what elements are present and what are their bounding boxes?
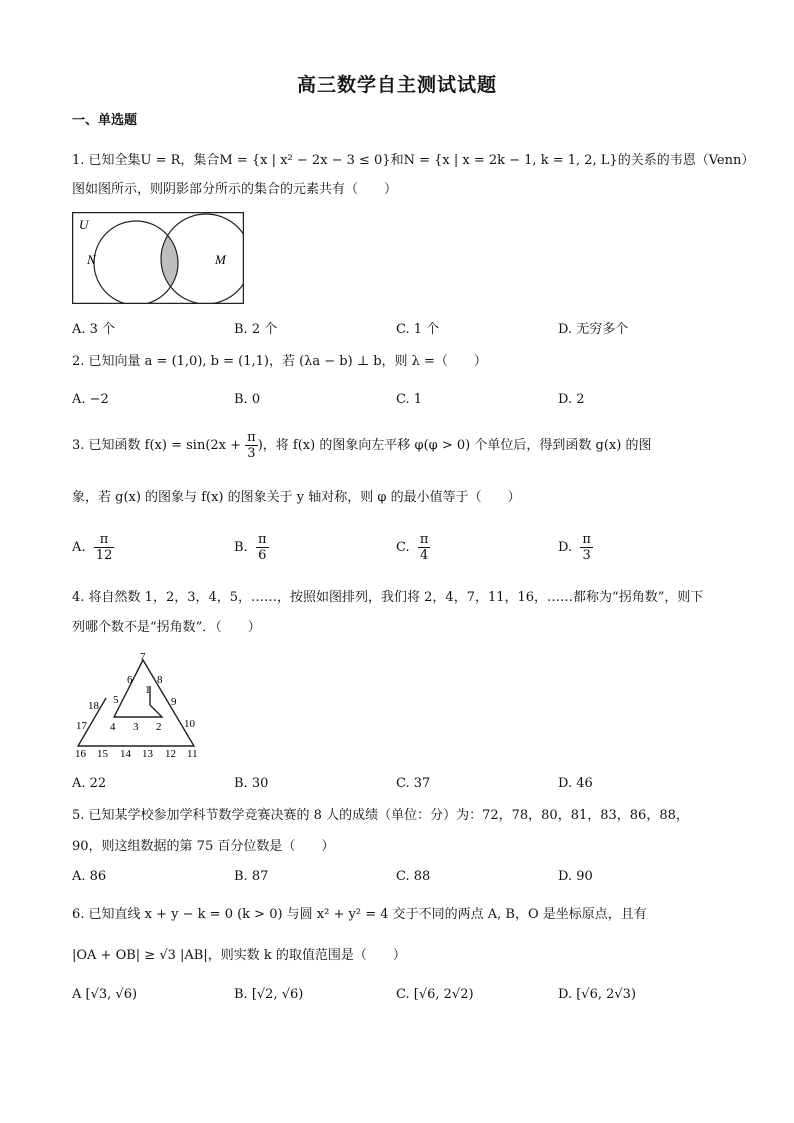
- q6-line1: 6. 已知直线 x + y − k = 0 (k > 0) 与圆 x² + y² = 4 交于不同的两点 A, B，O 是坐标原点，且有: [72, 907, 647, 922]
- q2-option-a[interactable]: A. −2: [72, 392, 109, 407]
- q3-option-b-num: π: [257, 532, 267, 547]
- q3-line1: [72, 430, 651, 461]
- q3-fraction-pi-over-3: [245, 430, 258, 461]
- q3-option-c-den: 4: [420, 548, 429, 563]
- q1-option-b[interactable]: B. 2 个: [234, 322, 278, 337]
- q2-option-c[interactable]: C. 1: [396, 392, 423, 407]
- q3-option-b[interactable]: [234, 532, 269, 563]
- q3-option-a-den: 12: [95, 548, 113, 563]
- q5-line1: 5. 已知某学校参加学科节数学竞赛决赛的 8 人的成绩（单位：分）为：72，78，80，81，83，86，88，: [72, 808, 689, 823]
- q5-line2: 90，则这组数据的第 75 百分位数是（ ）: [72, 839, 335, 854]
- num-16: 16: [75, 748, 86, 760]
- q1-line1: 1. 已知全集U = R，集合M = {x | x² − 2x − 3 ≤ 0}和N = {x | x = 2k − 1, k = 1, 2, L}的关系的韦恩（Venn）: [72, 153, 755, 168]
- q5-option-b[interactable]: B. 87: [234, 869, 269, 884]
- num-3: 3: [133, 721, 139, 733]
- q3-option-b-fraction: [256, 532, 269, 563]
- num-4: 4: [110, 721, 116, 733]
- q3-option-c[interactable]: [396, 532, 430, 563]
- num-6: 6: [127, 674, 133, 686]
- q3-option-b-label: B.: [234, 540, 248, 555]
- num-14: 14: [120, 748, 131, 760]
- q4-option-c[interactable]: C. 37: [396, 776, 431, 791]
- num-18: 18: [88, 700, 99, 712]
- universe-label: U: [79, 217, 89, 232]
- q4-option-a[interactable]: A. 22: [72, 776, 107, 791]
- q2-option-d[interactable]: D. 2: [558, 392, 585, 407]
- q3-option-a[interactable]: [72, 532, 114, 563]
- q6-line2: |OA + OB| ≥ √3 |AB|，则实数 k 的取值范围是（ ）: [72, 948, 406, 963]
- q3-option-d-num: π: [582, 532, 591, 547]
- q6-option-b[interactable]: B. [√2, √6): [234, 987, 304, 1002]
- q3-option-d-fraction: [580, 532, 593, 563]
- set-n-label: N: [87, 252, 96, 267]
- q6-option-c[interactable]: C. [√6, 2√2): [396, 987, 474, 1002]
- q3-line1-part3: )，将 f(x) 的图象向左平移 φ(φ > 0) 个单位后，得到函数 g(x) 的图: [257, 438, 652, 453]
- q3-fraction-num: π: [247, 430, 256, 445]
- q4-line2: 列哪个数不是“拐角数”．（ ）: [72, 620, 261, 635]
- num-5: 5: [113, 694, 119, 706]
- q4-line1: 4. 将自然数 1，2，3，4，5，……，按照如图排列，我们将 2，4，7，11，16，……都称为“拐角数”，则下: [72, 590, 704, 605]
- q3-line2: 象，若 g(x) 的图象与 f(x) 的图象关于 y 轴对称，则 φ 的最小值等于（ ）: [72, 490, 521, 505]
- num-9: 9: [171, 696, 177, 708]
- num-15: 15: [97, 748, 108, 760]
- q3-option-d-den: 3: [582, 548, 591, 563]
- set-m-label: M: [215, 252, 226, 267]
- q1-option-d[interactable]: D. 无穷多个: [558, 322, 629, 337]
- q6-option-d[interactable]: D. [√6, 2√3): [558, 987, 637, 1002]
- q3-option-d[interactable]: [558, 532, 593, 563]
- corner-number-figure: [72, 648, 204, 760]
- q3-line1-part1: 3. 已知函数 f(x) = sin: [72, 438, 206, 453]
- q3-option-a-num: π: [94, 532, 115, 548]
- num-13: 13: [142, 748, 153, 760]
- q3-line1-part2: (2x +: [205, 438, 246, 453]
- section-heading: 一、单选题: [72, 113, 138, 128]
- num-8: 8: [157, 674, 163, 686]
- q5-option-a[interactable]: A. 86: [72, 869, 107, 884]
- q2-option-b[interactable]: B. 0: [234, 392, 261, 407]
- venn-diagram: [72, 212, 244, 304]
- num-10: 10: [184, 718, 195, 730]
- q6-option-a[interactable]: A [√3, √6): [72, 987, 138, 1002]
- q3-option-d-label: D.: [558, 540, 573, 555]
- q3-fraction-den: 3: [247, 446, 256, 461]
- num-12: 12: [165, 748, 176, 760]
- num-2: 2: [156, 721, 162, 733]
- q1-line2: 图如图所示，则阴影部分所示的集合的元素共有（ ）: [72, 182, 398, 197]
- q1-option-c[interactable]: C. 1 个: [396, 322, 440, 337]
- q5-option-d[interactable]: D. 90: [558, 869, 593, 884]
- num-1: 1: [145, 684, 151, 696]
- q3-option-a-fraction: [94, 532, 115, 563]
- q4-option-b[interactable]: B. 30: [234, 776, 269, 791]
- q2-line1: 2. 已知向量 a = (1,0), b = (1,1)，若 (λa − b) ⊥ b，则 λ =（ ）: [72, 354, 487, 369]
- q4-option-d[interactable]: D. 46: [558, 776, 593, 791]
- q3-option-c-fraction: [418, 532, 431, 563]
- num-11: 11: [187, 748, 198, 760]
- num-17: 17: [76, 720, 87, 732]
- num-7: 7: [140, 651, 146, 663]
- q5-option-c[interactable]: C. 88: [396, 869, 431, 884]
- page-title: 高三数学自主测试试题: [296, 74, 497, 96]
- q1-option-a[interactable]: A. 3 个: [72, 322, 116, 337]
- q3-option-c-label: C.: [396, 540, 410, 555]
- q3-option-c-num: π: [419, 532, 429, 547]
- q3-option-a-label: A.: [72, 540, 86, 555]
- q3-option-b-den: 6: [258, 548, 267, 563]
